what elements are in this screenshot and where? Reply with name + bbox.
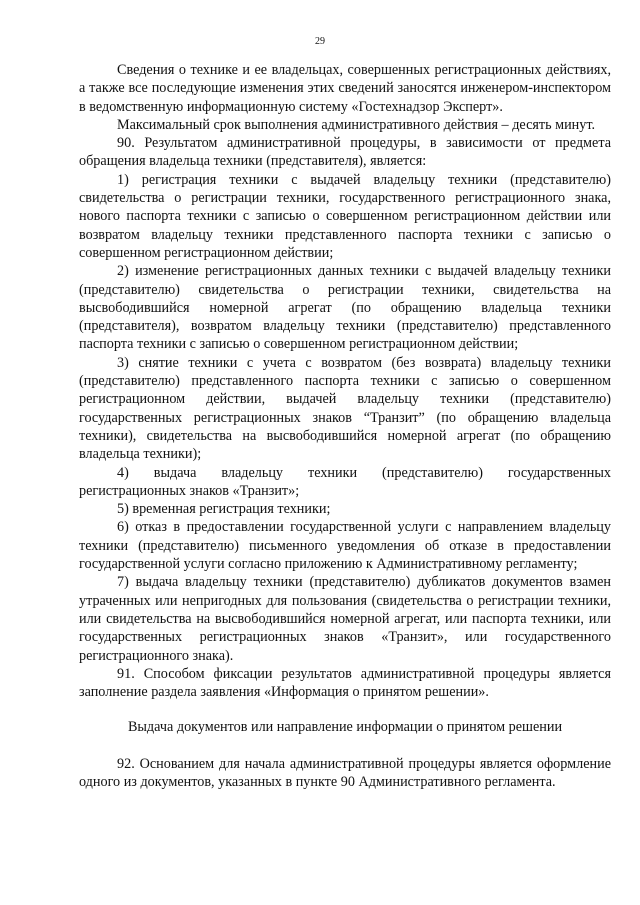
paragraph-92: 92. Основанием для начала административной процедуры является оформление одного из документов, указанных в пункте 90 Административного регламента. [79, 755, 611, 790]
document-body [79, 61, 611, 791]
list-item-6: 6) отказ в предоставлении государственной услуги с направлением владельцу техники (представителю) письменного уведомления об отказе в предоставлении государственной услуги согласно приложению к Административному регламенту; [79, 519, 611, 573]
paragraph-90-intro: 90. Результатом административной процедуры, в зависимости от предмета обращения владельца техники (представителя), является: [79, 135, 611, 170]
list-item-3: 3) снятие техники с учета с возвратом (без возврата) владельцу техники (представителю) представленного паспорта техники с записью о совершенном регистрационном действии, выдачей владельцу техники (представителю) государственных регистрационных знаков “Транзит” (по обращению владельца техники), свидетельства на высвободившийся номерной агрегат (по обращению владельца техники); [79, 354, 611, 463]
list-item-1: 1) регистрация техники с выдачей владельцу техники (представителю) свидетельства о регистрации техники, государственного регистрационного знака, нового паспорта техники с записью о совершенном регистрационном действии или возвратом владельцу техники представленного паспорта техники с записью о совершенном регистрационном действии; [79, 171, 611, 261]
paragraph-91: 91. Способом фиксации результатов административной процедуры является заполнение раздела заявления «Информация о принятом решении». [79, 665, 611, 701]
section-heading: Выдача документов или направление информации о принятом решении [127, 719, 563, 736]
paragraph-records: Сведения о технике и ее владельцах, совершенных регистрационных действиях, а также все последующие изменения этих сведений заносятся инженером-инспектором в ведомственную информационную систему «Гостехнадзор Эксперт». [79, 62, 611, 115]
list-item-5: 5) временная регистрация техники; [117, 501, 331, 518]
list-item-7: 7) выдача владельцу техники (представителю) дубликатов документов взамен утраченных или непригодных для пользования (свидетельства о регистрации техники, или свидетельства на высвободившийся номерной агрегат, или паспорта техники, или государственных регистрационных знаков «Транзит», или государственного регистрационного знака). [79, 574, 611, 664]
list-item-4: 4) выдача владельцу техники (представителю) государственных регистрационных знаков «Транзит»; [79, 464, 611, 499]
page-number: 29 [315, 36, 325, 47]
list-item-2: 2) изменение регистрационных данных техники с выдачей владельцу техники (представителю) свидетельства о регистрации техники, свидетельства на высвободившийся номерной агрегат (по обращению владельца техники (представителя), возвратом владельцу техники (представителю) представленного паспорта техники с записью о совершенном регистрационном действии; [79, 263, 611, 353]
paragraph-max-time: Максимальный срок выполнения административного действия – десять минут. [117, 116, 596, 133]
